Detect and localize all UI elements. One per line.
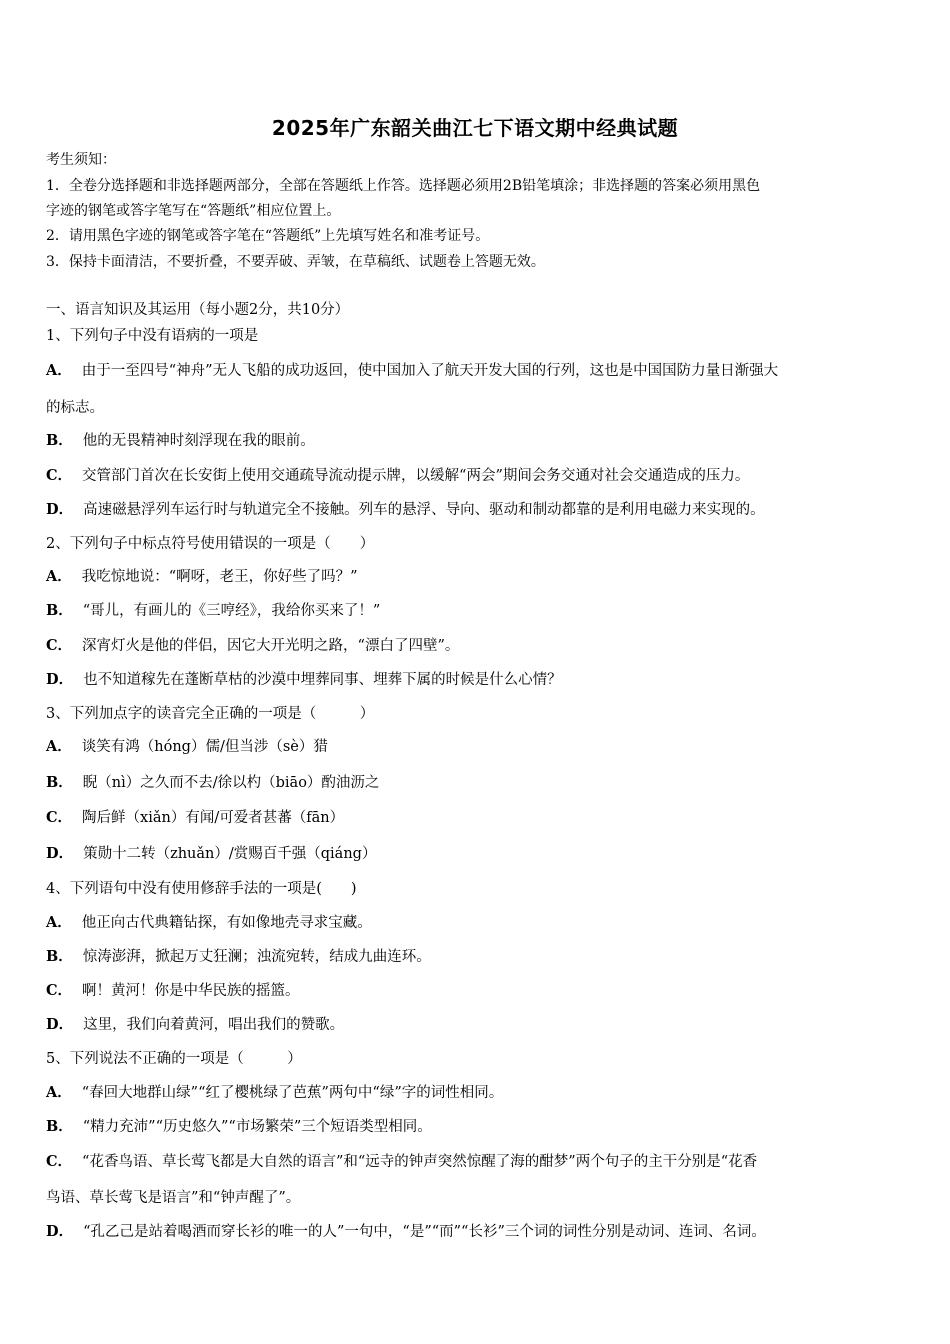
question-2-option-b: B． “哥儿，有画儿的《三哼经》，我给你买来了！” xyxy=(46,602,381,619)
notice-item-1a: 1．全卷分选择题和非选择题两部分，全部在答题纸上作答。选择题必须用2B铅笔填涂；非选择题的答案必须用黑色 xyxy=(46,178,761,194)
question-5-option-d: D． “孔乙己是站着喝酒而穿长衫的唯一的人”一句中，“是”“而”“长衫”三个词的词性分别是动词、连词、名词。 xyxy=(46,1223,766,1240)
question-5-option-c: C． “花香鸟语、草长莺飞都是大自然的语言”和“远寺的钟声突然惊醒了海的酣梦”两个句子的主干分别是“花香 xyxy=(46,1153,758,1170)
question-1-option-a-cont: 的标志。 xyxy=(46,400,104,416)
notice-item-1b: 字迹的钢笔或答字笔写在“答题纸”相应位置上。 xyxy=(46,203,341,219)
question-2-option-a: A． 我吃惊地说：“啊呀，老王，你好些了吗？” xyxy=(46,568,358,585)
question-5-option-c-cont: 鸟语、草长莺飞是语言”和“钟声醒了”。 xyxy=(46,1190,301,1206)
question-3-option-d: D． 策勋十二转（zhuǎn）/赏赐百千强（qiáng） xyxy=(46,845,377,862)
question-4-stem: 4、下列语句中没有使用修辞手法的一项是( ) xyxy=(46,881,357,897)
question-4-option-a: A． 他正向古代典籍钻探，有如像地壳寻求宝藏。 xyxy=(46,914,372,931)
question-1-option-c: C． 交管部门首次在长安街上使用交通疏导流动提示牌，以缓解“两会”期间会务交通对社会交通造成的压力。 xyxy=(46,467,750,484)
question-4-option-d: D． 这里，我们向着黄河，唱出我们的赞歌。 xyxy=(46,1016,345,1033)
question-3-option-a: A． 谈笑有鸿（hóng）儒/但当涉（sè）猎 xyxy=(46,738,328,755)
question-3-stem: 3、下列加点字的读音完全正确的一项是（ ） xyxy=(46,706,375,722)
question-2-stem: 2、下列句子中标点符号使用错误的一项是（ ） xyxy=(46,536,375,552)
question-1-option-d: D． 高速磁悬浮列车运行时与轨道完全不接触。列车的悬浮、导向、驱动和制动都靠的是利用电磁力来实现的。 xyxy=(46,501,765,518)
question-3-option-c: C． 陶后鲜（xiǎn）有闻/可爱者甚蕃（fān） xyxy=(46,809,345,826)
notice-item-2: 2．请用黑色字迹的钢笔或答字笔在“答题纸”上先填写姓名和准考证号。 xyxy=(46,228,490,244)
question-3-option-b: B． 睨（nì）之久而不去/徐以杓（biāo）酌油沥之 xyxy=(46,774,380,791)
question-4-option-c: C． 啊！黄河！你是中华民族的摇篮。 xyxy=(46,982,300,999)
notice-heading: 考生须知： xyxy=(46,152,116,168)
page-title: 2025年广东韶关曲江七下语文期中经典试题 xyxy=(271,116,679,140)
question-5-option-a: A． “春回大地群山绿”“红了樱桃绿了芭蕉”两句中“绿”字的词性相同。 xyxy=(46,1084,504,1101)
question-2-option-d: D． 也不知道稼先在蓬断草枯的沙漠中埋葬同事、埋葬下属的时候是什么心情？ xyxy=(46,671,562,688)
section-heading: 一、语言知识及其运用（每小题2分，共10分） xyxy=(46,302,350,318)
question-1-option-b: B． 他的无畏精神时刻浮现在我的眼前。 xyxy=(46,432,315,449)
question-1-stem: 1、下列句子中没有语病的一项是 xyxy=(46,328,259,344)
notice-item-3: 3．保持卡面清洁，不要折叠，不要弄破、弄皱，在草稿纸、试题卷上答题无效。 xyxy=(46,254,545,270)
question-4-option-b: B． 惊涛澎湃，掀起万丈狂澜；浊流宛转，结成九曲连环。 xyxy=(46,948,431,965)
question-5-option-b: B． “精力充沛”“历史悠久”“市场繁荣”三个短语类型相同。 xyxy=(46,1118,432,1135)
question-2-option-c: C． 深宵灯火是他的伴侣，因它大开光明之路，“漂白了四壁”。 xyxy=(46,637,460,654)
question-1-option-a: A． 由于一至四号“神舟”无人飞船的成功返回，使中国加入了航天开发大国的行列，这也是中国国防力量日渐强大 xyxy=(46,362,779,379)
question-5-stem: 5、下列说法不正确的一项是（ ） xyxy=(46,1051,302,1067)
